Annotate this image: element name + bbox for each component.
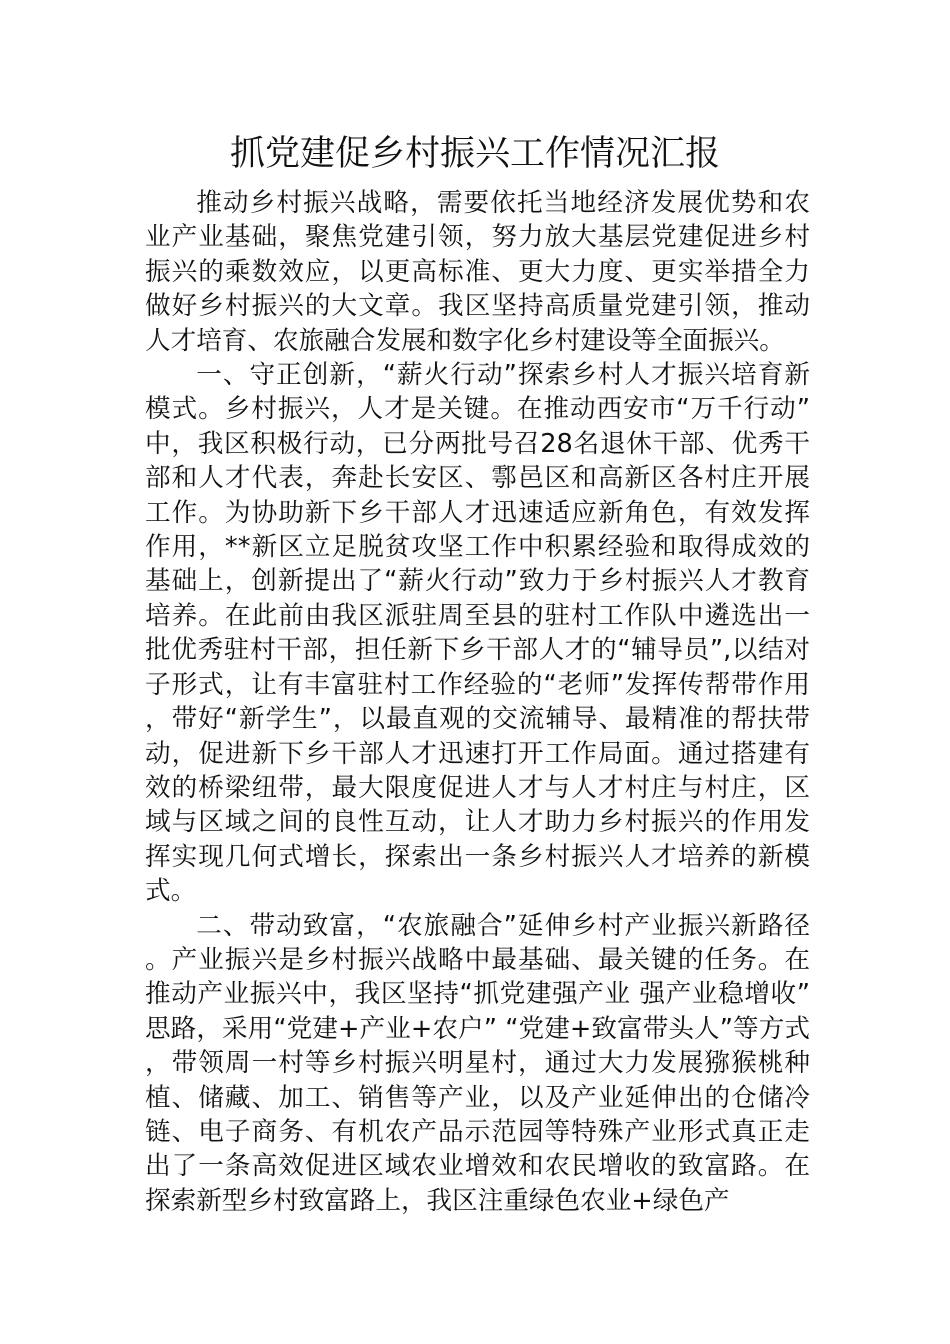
paragraph-section-2: 二、带动致富，“农旅融合”延伸乡村产业振兴新路径。产业振兴是乡村振兴战略中最基础、最关键的任务。在推动产业振兴中，我区坚持“抓党建强产业 强产业稳增收”思路，采用“党建+产业+农户” “党建+致富带头人”等方式，带领周一村等乡村振兴明星村，通过大力发展猕猴桃种植、储藏、加工、销售等产业，以及产业延伸出的仓储冷链、电子商务、有机农产品示范园等特殊产业形式真正走出了一条高效促进区域农业增效和农民增收的致富路。在探索新型乡村致富路上，我区注重绿色农业+绿色产 xyxy=(145,910,810,1216)
paragraph-intro: 推动乡村振兴战略，需要依托当地经济发展优势和农业产业基础，聚焦党建引领，努力放大基层党建促进乡村振兴的乘数效应，以更高标准、更大力度、更实举措全力做好乡村振兴的大文章。我区坚持高质量党建引领，推动人才培育、农旅融合发展和数字化乡村建设等全面振兴。 xyxy=(145,188,810,356)
document-body xyxy=(145,186,810,1218)
paragraph-section-1: 一、守正创新，“薪火行动”探索乡村人才振兴培育新模式。乡村振兴，人才是关键。在推动西安市“万千行动”中，我区积极行动，已分两批号召28名退休干部、优秀干部和人才代表，奔赴长安区、鄠邑区和高新区各村庄开展工作。为协助新下乡干部人才迅速适应新角色，有效发挥作用，**新区立足脱贫攻坚工作中积累经验和取得成效的基础上，创新提出了“薪火行动”致力于乡村振兴人才教育培养。在此前由我区派驻周至县的驻村工作队中遴选出一批优秀驻村干部，担任新下乡干部人才的“辅导员”,以结对子形式，让有丰富驻村工作经验的“老师”发挥传帮带作用，带好“新学生”，以最直观的交流辅导、最精准的帮扶带动，促进新下乡干部人才迅速打开工作局面。通过搭建有效的桥梁纽带，最大限度促进人才与人才村庄与村庄，区域与区域之间的良性互动，让人才助力乡村振兴的作用发挥实现几何式增长，探索出一条乡村振兴人才培养的新模式。 xyxy=(145,360,810,907)
document-title: 抓党建促乡村振兴工作情况汇报 xyxy=(229,134,720,174)
